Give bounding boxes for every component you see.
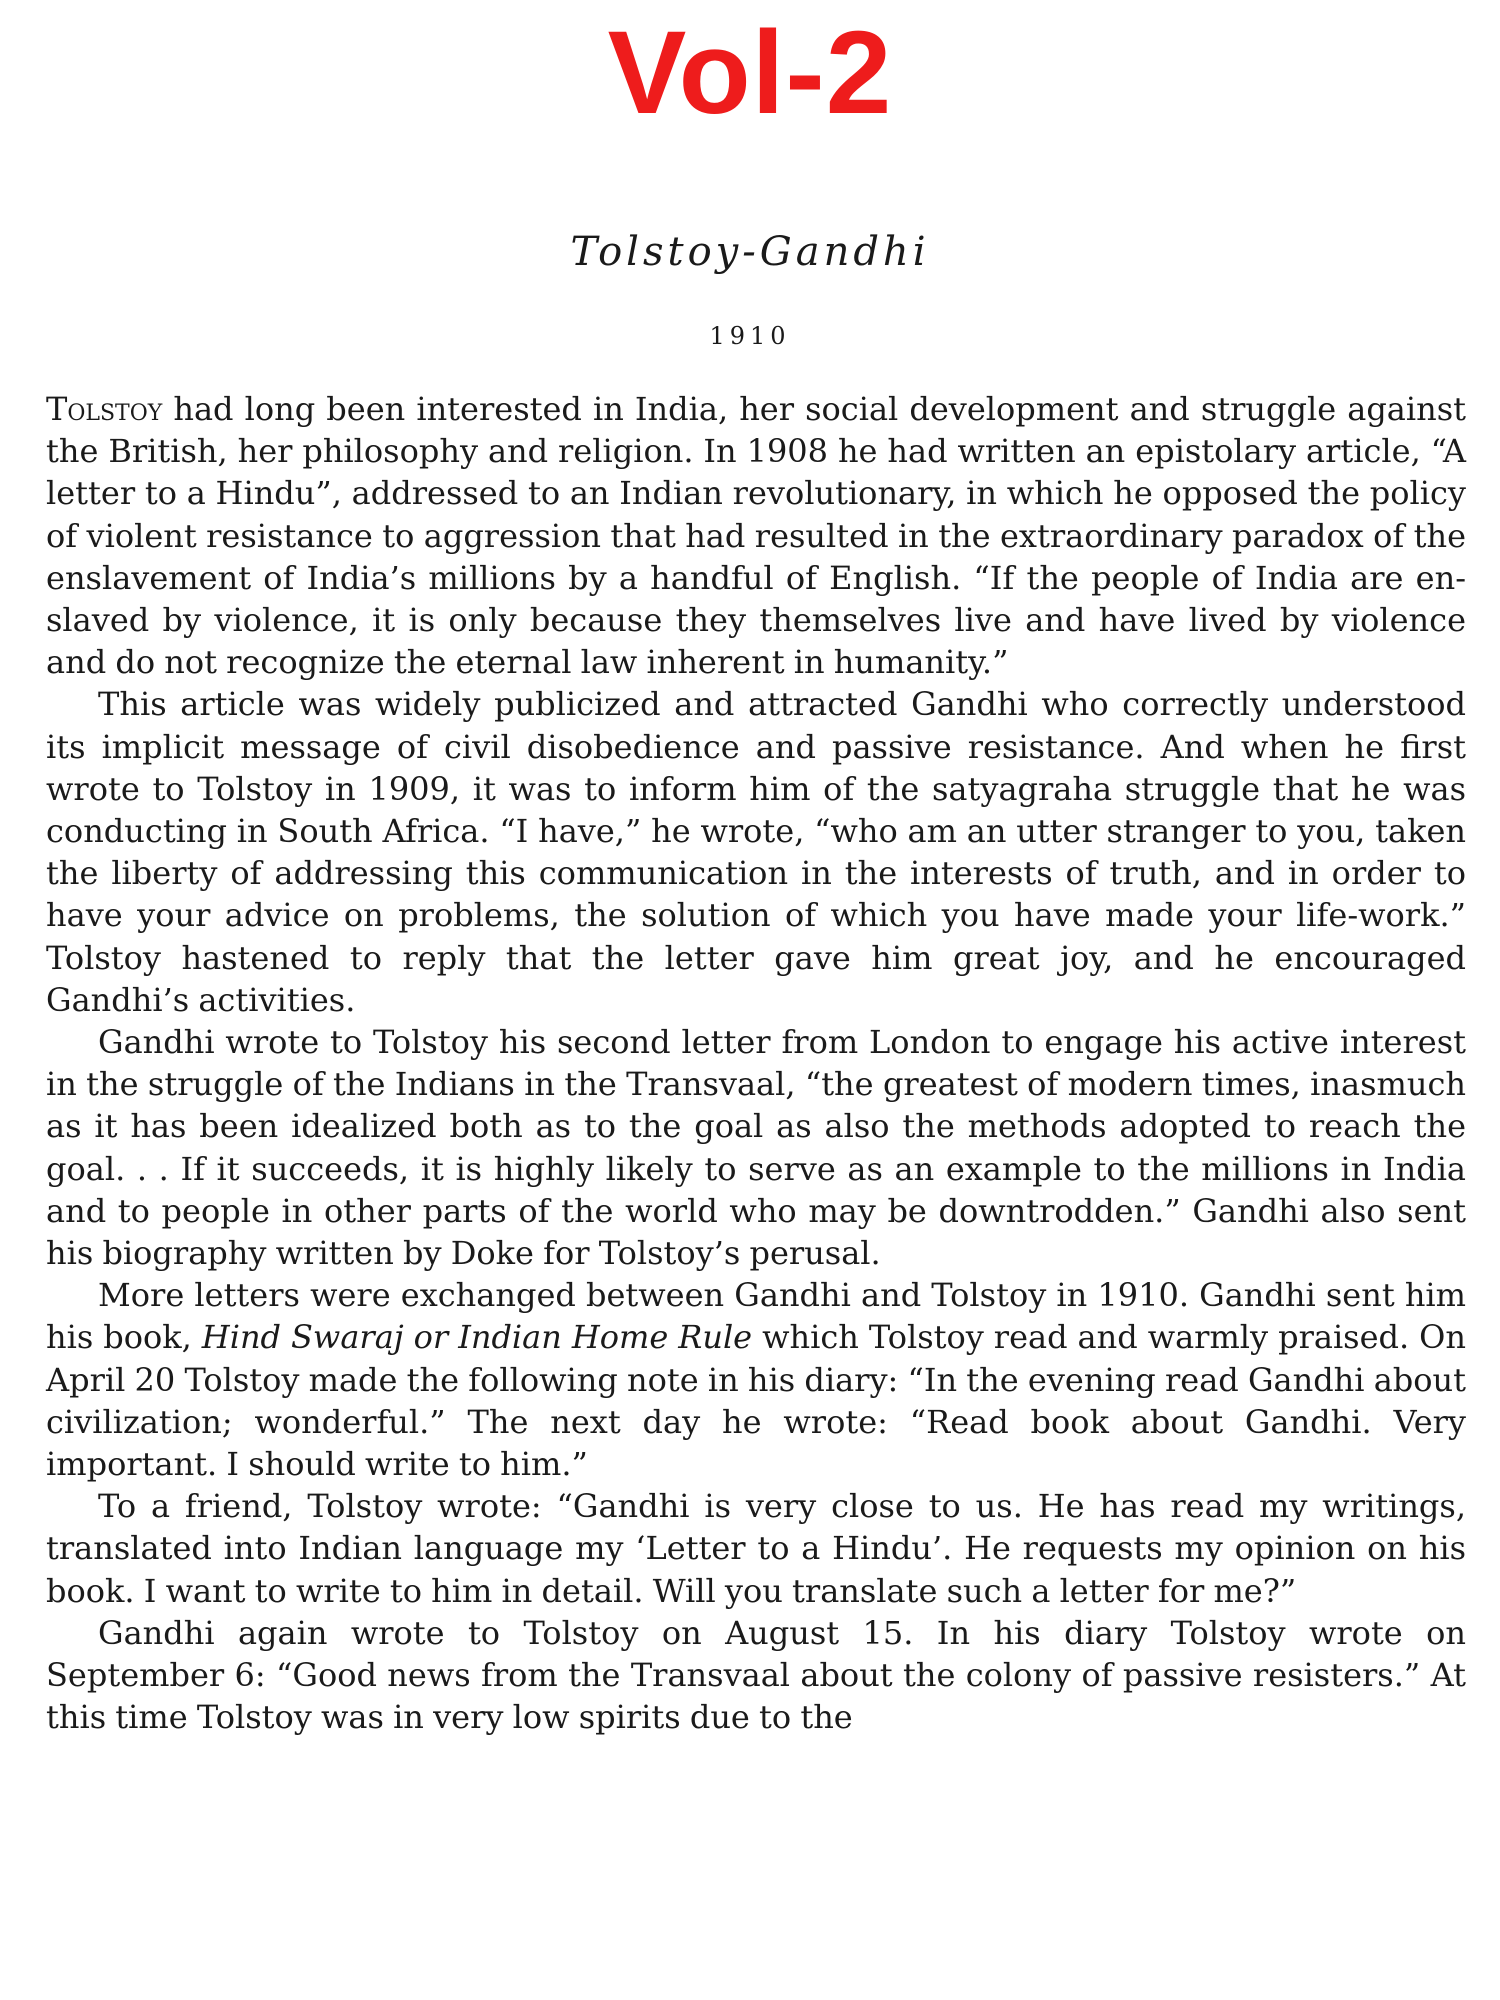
paragraph-1-first-word: Tolstoy bbox=[46, 390, 163, 428]
paragraph-2: This article was widely publicized and attracted Gandhi who correctly understood its implicit message of civil disobedience and passive resistance. And when he first wrote to Tolstoy in 1909, it was to inform him of the satyagraha struggle that he was conducting in South Africa. “I have,” he wrote, “who am an utter stranger to you, taken the liberty of addressing this communication in the interests of truth, and in order to have your advice on problems, the solution of which you have made your life-work.” Tolstoy hastened to reply that the letter gave him great joy, and he encouraged Gandhi’s activities. bbox=[46, 685, 1466, 1019]
paragraph-1-text: had long been interested in India, her social development and struggle against the British, her philosophy and religion. In 1908 he had written an epistolary article, “A letter to a Hindu”, addressed to an Indian revolutionary, in which he opposed the policy of violent resistance to aggression that had resulted in the extraordinary paradox of the enslavement of India’s millions by a handful of English. “If the people of India are enslaved by violence, it is only because they themselves live and have lived by violence and do not recognize the eternal law inherent in humanity.” bbox=[46, 390, 1466, 682]
volume-label: Vol-2 bbox=[607, 7, 893, 139]
chapter-title: Tolstoy-Gandhi bbox=[570, 229, 930, 275]
chapter-year: 1910 bbox=[709, 322, 791, 350]
paragraph-4-text-after: which Tolstoy read and warmly praised. On April 20 Tolstoy made the following note in his diary: “In the evening read Gandhi about civilization; wonderful.” The next day he wrote: “Read book about Gandhi. Very important. I should write to him.” bbox=[46, 1318, 1467, 1484]
body-text bbox=[46, 388, 1466, 1739]
paragraph-4-text-before: More letters were exchanged between Gandhi and Tolstoy in 1910. Gandhi sent him his book, bbox=[46, 1276, 1466, 1357]
paragraph-4 bbox=[46, 1274, 1466, 1485]
paragraph-5: To a friend, Tolstoy wrote: “Gandhi is very close to us. He has read my writings, translated into Indian language my ‘Letter to a Hindu’. He requests my opinion on his book. I want to write to him in detail. Will you translate such a letter for me?” bbox=[46, 1487, 1466, 1610]
paragraph-1 bbox=[46, 388, 1466, 683]
paragraph-6: Gandhi again wrote to Tolstoy on August 15. In his diary Tolstoy wrote on September 6: “Good news from the Transvaal about the colony of passive resisters.” At this time Tolstoy was in very low spirits due to the bbox=[46, 1613, 1466, 1737]
book-title: Hind Swaraj or Indian Home Rule bbox=[201, 1318, 753, 1357]
paragraph-3: Gandhi wrote to Tolstoy his second letter from London to engage his active interest in the struggle of the Indians in the Transvaal, “the greatest of modern times, inasmuch as it has been idealized both as to the goal as also the methods adopted to reach the goal. . . If it succeeds, it is highly likely to serve as an example to the millions in India and to people in other parts of the world who may be downtrodden.” Gandhi also sent his biography written by Doke for Tolstoy’s perusal. bbox=[46, 1023, 1466, 1273]
